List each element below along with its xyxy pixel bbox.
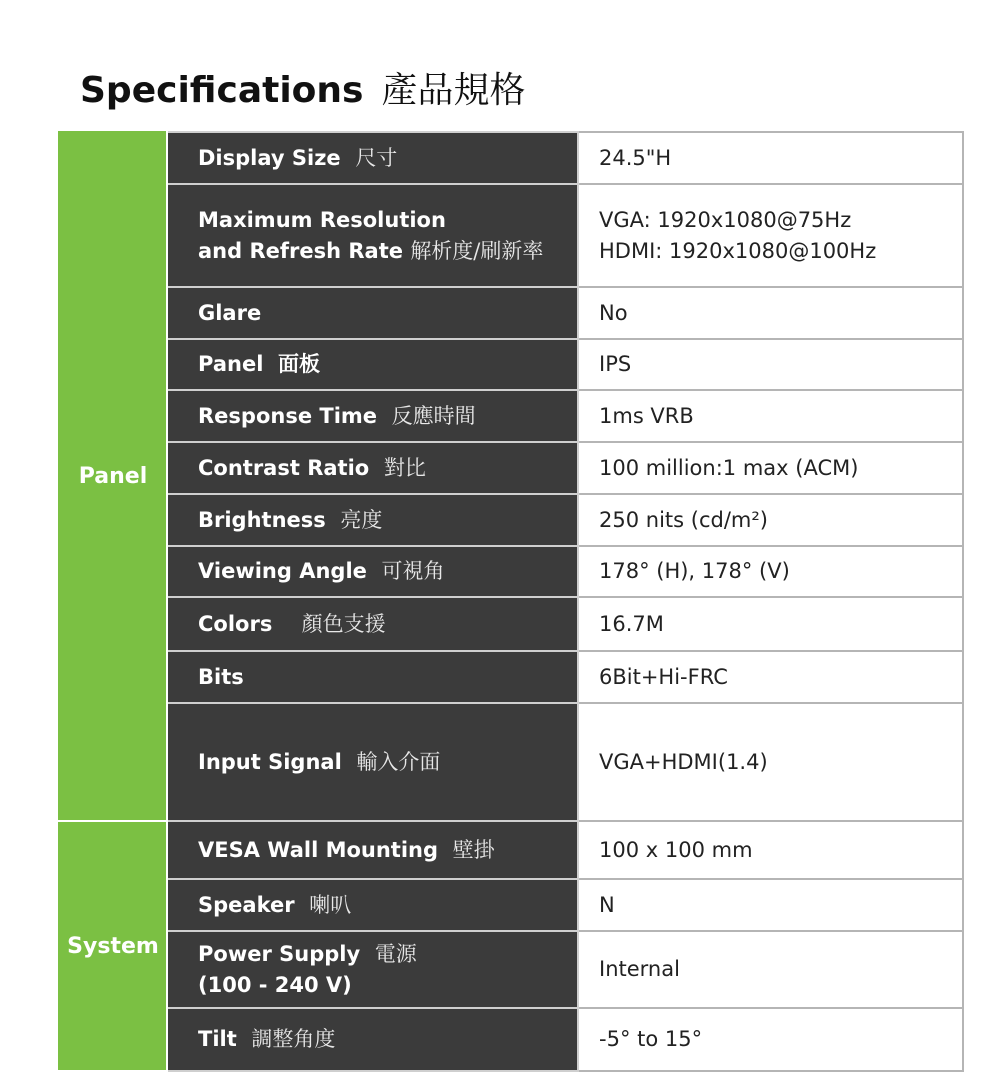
spec-value-line1: VGA: 1920x1080@75Hz xyxy=(599,207,852,232)
spec-label-en: Input Signal xyxy=(198,749,342,774)
spec-label-zh: 輸入介面 xyxy=(356,749,441,774)
spec-label xyxy=(167,546,578,597)
table-row xyxy=(59,651,963,703)
spec-label xyxy=(167,132,578,184)
spec-label-zh: 反應時間 xyxy=(391,403,476,428)
table-row xyxy=(59,1008,963,1071)
spec-label-en: Contrast Ratio xyxy=(198,455,370,480)
table-row xyxy=(59,442,963,494)
spec-label xyxy=(167,494,578,546)
spec-value: 250 nits (cd/m²) xyxy=(578,494,963,546)
table-row xyxy=(59,597,963,651)
spec-label-zh: 喇叭 xyxy=(309,892,352,917)
spec-label-zh: 解析度/刷新率 xyxy=(410,238,544,263)
spec-label-en-line2: and Refresh Rate xyxy=(198,238,403,263)
table-row xyxy=(59,703,963,821)
group-label-system: System xyxy=(59,821,167,1071)
spec-label xyxy=(167,442,578,494)
spec-label xyxy=(167,287,578,339)
spec-label xyxy=(167,879,578,931)
spec-label xyxy=(167,597,578,651)
spec-label-en: Tilt xyxy=(198,1027,237,1051)
table-row xyxy=(59,390,963,442)
spec-label-en: Brightness xyxy=(198,507,326,532)
table-row xyxy=(59,339,963,390)
spec-label-en: Power Supply xyxy=(198,941,361,966)
spec-label-en-line2: (100 - 240 V) xyxy=(198,972,352,997)
spec-label-en: Response Time xyxy=(198,403,378,428)
spec-value: 6Bit+Hi-FRC xyxy=(578,651,963,703)
page-title xyxy=(80,62,525,113)
spec-label xyxy=(167,339,578,390)
spec-label-zh: 亮度 xyxy=(340,507,383,532)
table-row xyxy=(59,931,963,1008)
title-english: Specifications xyxy=(80,70,364,111)
spec-label-zh: 面板 xyxy=(278,352,321,376)
spec-label xyxy=(167,821,578,879)
spec-label xyxy=(167,651,578,703)
table-row xyxy=(59,494,963,546)
spec-label-en: Speaker xyxy=(198,892,295,917)
spec-label-zh: 對比 xyxy=(383,455,426,480)
spec-value: Internal xyxy=(578,931,963,1008)
spec-value: 24.5"H xyxy=(578,132,963,184)
spec-label xyxy=(167,390,578,442)
spec-table xyxy=(58,131,964,1072)
spec-label-en: Colors xyxy=(198,611,273,636)
spec-label-en: Bits xyxy=(198,664,244,689)
spec-value: 16.7M xyxy=(578,597,963,651)
spec-value: IPS xyxy=(578,339,963,390)
spec-label-zh: 可視角 xyxy=(381,559,445,583)
spec-label xyxy=(167,1008,578,1071)
spec-value: 178° (H), 178° (V) xyxy=(578,546,963,597)
spec-label xyxy=(167,184,578,287)
spec-label-en: Viewing Angle xyxy=(198,559,367,583)
spec-value-line2: HDMI: 1920x1080@100Hz xyxy=(599,238,877,263)
spec-label-en: VESA Wall Mounting xyxy=(198,837,439,862)
spec-value: VGA+HDMI(1.4) xyxy=(578,703,963,821)
spec-value: 100 million:1 max (ACM) xyxy=(578,442,963,494)
table-row xyxy=(59,879,963,931)
spec-value: 1ms VRB xyxy=(578,390,963,442)
spec-label xyxy=(167,931,578,1008)
table-row xyxy=(59,821,963,879)
spec-label-zh: 壁掛 xyxy=(452,837,495,862)
spec-label xyxy=(167,703,578,821)
title-chinese: 產品規格 xyxy=(381,70,526,111)
spec-value: No xyxy=(578,287,963,339)
spec-label-en: Display Size xyxy=(198,145,341,170)
group-label-panel: Panel xyxy=(59,132,167,821)
spec-value: -5° to 15° xyxy=(578,1008,963,1071)
spec-label-zh: 電源 xyxy=(374,941,417,966)
spec-label-en: Maximum Resolution xyxy=(198,207,446,232)
table-row xyxy=(59,287,963,339)
spec-value xyxy=(578,184,963,287)
table-row xyxy=(59,132,963,184)
table-row xyxy=(59,546,963,597)
spec-value: N xyxy=(578,879,963,931)
spec-label-en: Glare xyxy=(198,300,262,325)
table-row xyxy=(59,184,963,287)
spec-label-en: Panel xyxy=(198,352,264,376)
spec-label-zh: 尺寸 xyxy=(355,145,398,170)
spec-value: 100 x 100 mm xyxy=(578,821,963,879)
spec-label-zh: 顏色支援 xyxy=(301,611,386,636)
spec-label-zh: 調整角度 xyxy=(251,1027,336,1051)
